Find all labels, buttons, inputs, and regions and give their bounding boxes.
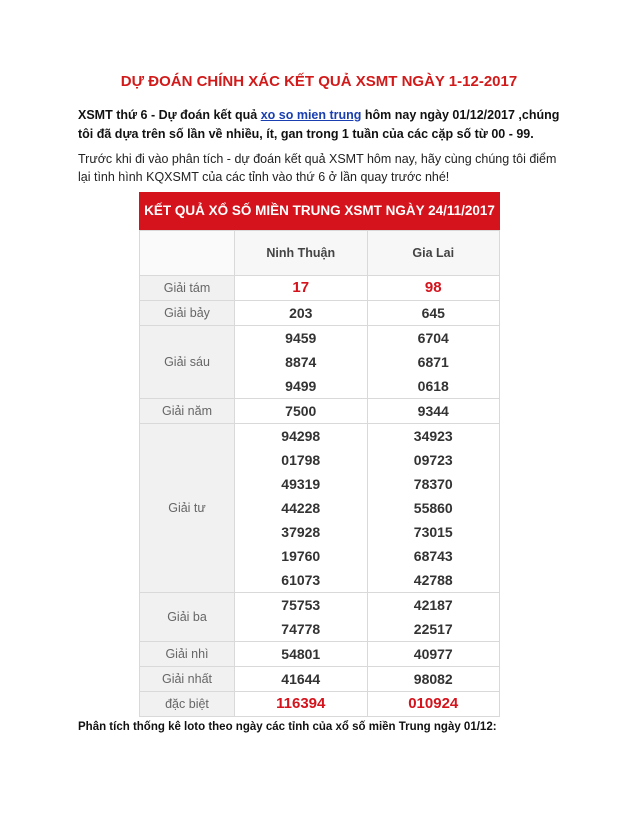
result-number: 41644 — [281, 671, 321, 687]
result-cell — [235, 276, 368, 301]
results-table — [139, 230, 500, 717]
result-number: 6871 — [417, 354, 449, 370]
result-cell — [235, 424, 368, 593]
prize-label: Giải tư — [140, 424, 235, 593]
results-table-image — [139, 192, 500, 712]
result-cell — [235, 326, 368, 399]
table-row — [140, 642, 500, 667]
prize-label: đặc biệt — [140, 692, 235, 717]
result-number: 42187 — [413, 597, 453, 613]
result-number: 01798 — [281, 452, 321, 468]
result-cell — [367, 276, 500, 301]
result-cell — [235, 593, 368, 642]
result-number: 010924 — [408, 695, 459, 712]
table-row — [140, 424, 500, 593]
result-number: 73015 — [413, 524, 453, 540]
result-number: 49319 — [281, 476, 321, 492]
result-number: 6704 — [417, 330, 449, 346]
intro-text-end: hôm nay ngày 01/12/2017 ,chúng tôi đã dựa trên số lần về nhiều, ít, gan trong 1 tuần của các cặp số từ 00 - 99. — [78, 108, 560, 141]
result-cell — [367, 399, 500, 424]
table-row — [140, 692, 500, 717]
prize-label: Giải sáu — [140, 326, 235, 399]
result-number: 40977 — [413, 646, 453, 662]
prize-label: Giải nhất — [140, 667, 235, 692]
result-number: 9344 — [417, 403, 449, 419]
result-number: 645 — [421, 305, 445, 321]
table-column-header-row — [140, 231, 500, 276]
xsmt-link[interactable]: xo so mien trung — [260, 108, 362, 122]
result-cell — [235, 692, 368, 717]
result-number: 44228 — [281, 500, 321, 516]
analysis-heading: Phân tích thống kê loto theo ngày các tỉnh của xổ số miền Trung ngày 01/12: — [78, 721, 497, 733]
table-row — [140, 399, 500, 424]
table-row — [140, 276, 500, 301]
result-number: 7500 — [285, 403, 317, 419]
result-cell — [235, 399, 368, 424]
result-number: 9459 — [285, 330, 317, 346]
result-cell — [235, 301, 368, 326]
table-row — [140, 301, 500, 326]
result-number: 9499 — [285, 378, 317, 394]
result-number: 19760 — [281, 548, 321, 564]
result-number: 98082 — [413, 671, 453, 687]
table-row — [140, 667, 500, 692]
result-number: 203 — [289, 305, 313, 321]
result-number: 94298 — [281, 428, 321, 444]
result-number: 68743 — [413, 548, 453, 564]
prize-label: Giải tám — [140, 276, 235, 301]
result-number: 37928 — [281, 524, 321, 540]
result-cell — [367, 692, 500, 717]
result-cell — [367, 301, 500, 326]
result-cell — [367, 642, 500, 667]
result-cell — [367, 326, 500, 399]
result-number: 98 — [424, 279, 442, 296]
prize-label: Giải năm — [140, 399, 235, 424]
result-cell — [235, 667, 368, 692]
column-header-ninh-thuan: Ninh Thuận — [235, 231, 368, 276]
result-number: 0618 — [417, 378, 449, 394]
context-paragraph: Trước khi đi vào phân tích - dự đoán kết quả XSMT hôm nay, hãy cùng chúng tôi điểm lại tình hình KQXSMT của các tỉnh vào thứ 6 ở lần quay trước nhé! — [78, 152, 557, 184]
result-number: 74778 — [281, 621, 321, 637]
result-number: 55860 — [413, 500, 453, 516]
result-number: 75753 — [281, 597, 321, 613]
prize-label: Giải ba — [140, 593, 235, 642]
table-row — [140, 326, 500, 399]
result-number: 8874 — [285, 354, 317, 370]
result-number: 34923 — [413, 428, 453, 444]
prize-label: Giải nhì — [140, 642, 235, 667]
result-number: 09723 — [413, 452, 453, 468]
prize-label: Giải bảy — [140, 301, 235, 326]
result-number: 61073 — [281, 572, 321, 588]
result-number: 54801 — [281, 646, 321, 662]
empty-header-cell — [140, 231, 235, 276]
result-number: 78370 — [413, 476, 453, 492]
result-number: 17 — [292, 279, 310, 296]
intro-text-start: XSMT thứ 6 - Dự đoán kết quả — [78, 108, 261, 122]
result-number: 116394 — [276, 695, 326, 712]
results-table-header: KẾT QUẢ XỔ SỐ MIỀN TRUNG XSMT NGÀY 24/11/2017 — [139, 192, 500, 230]
table-row — [140, 593, 500, 642]
result-cell — [235, 642, 368, 667]
result-cell — [367, 424, 500, 593]
intro-paragraph — [78, 106, 568, 144]
result-cell — [367, 593, 500, 642]
column-header-gia-lai: Gia Lai — [367, 231, 500, 276]
result-number: 22517 — [413, 621, 453, 637]
result-cell — [367, 667, 500, 692]
result-number: 42788 — [413, 572, 453, 588]
page-title: DỰ ĐOÁN CHÍNH XÁC KẾT QUẢ XSMT NGÀY 1-12-2017 — [120, 73, 518, 90]
